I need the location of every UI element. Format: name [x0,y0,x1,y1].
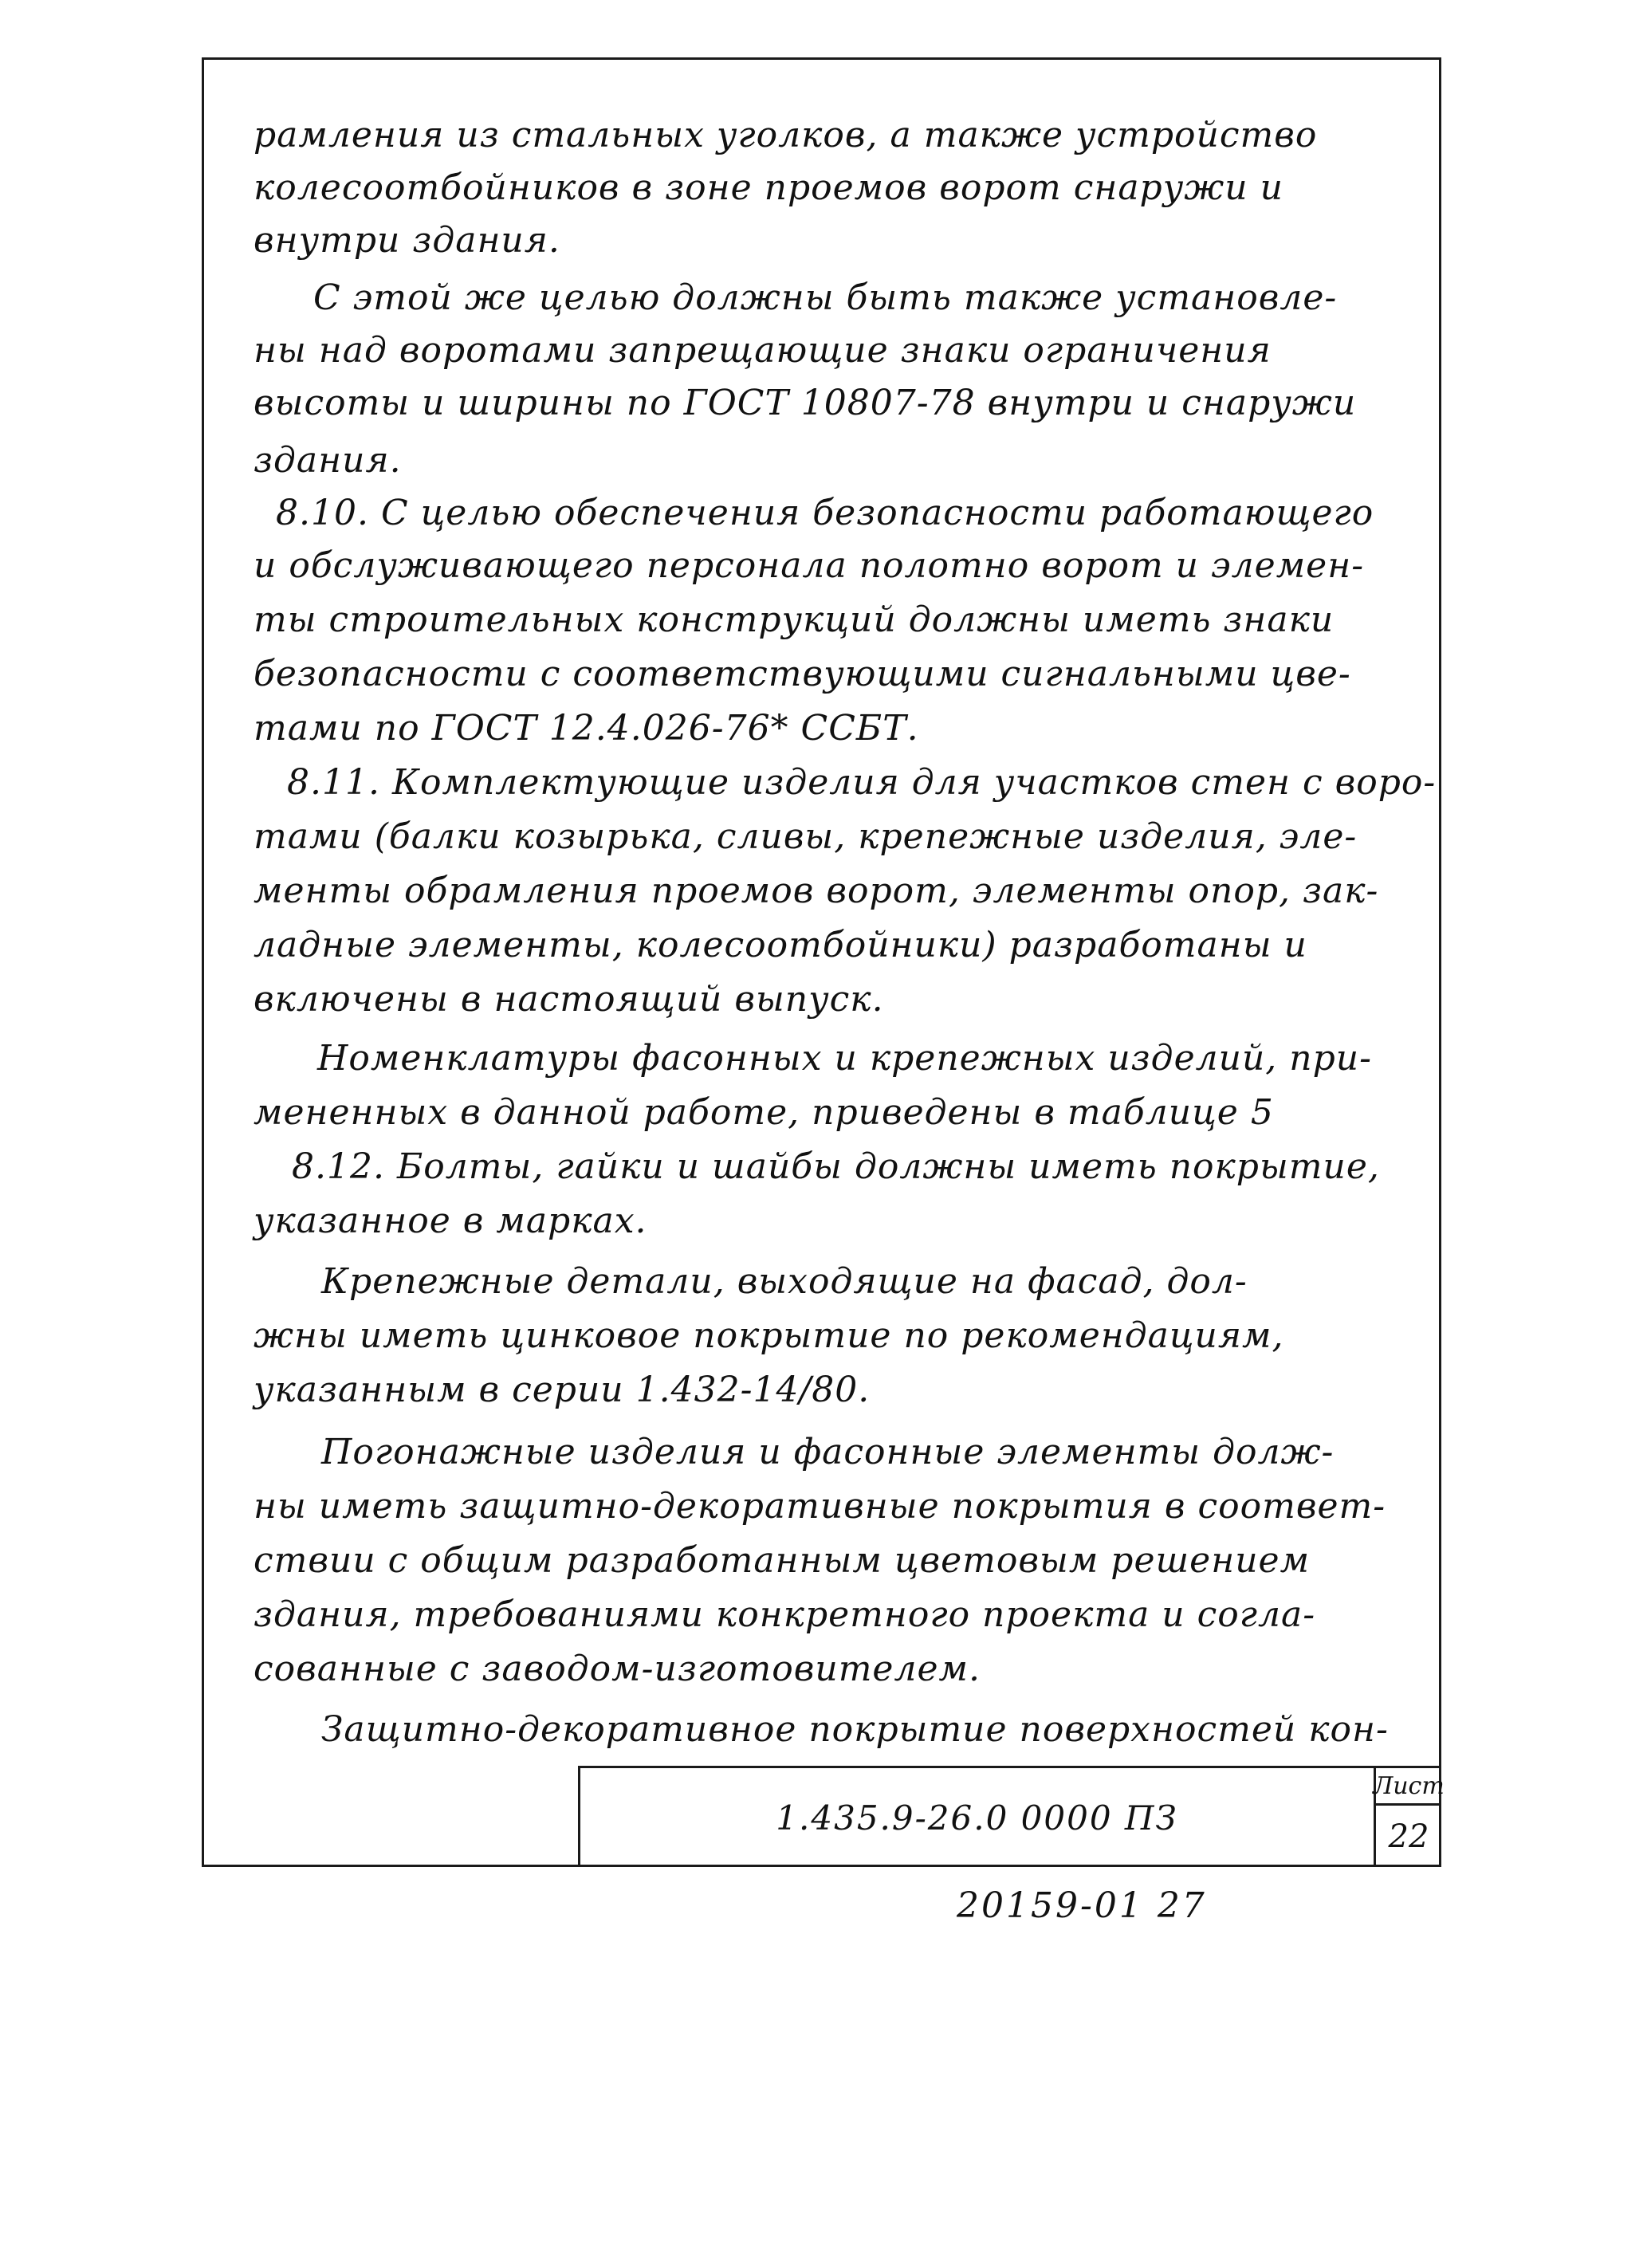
text-line: С этой же целью должны быть также установле- [313,277,1338,318]
text-line: тами (балки козырька, сливы, крепежные изделия, эле- [254,816,1358,857]
text-line: включены в настоящий выпуск. [254,979,884,1020]
sheet-cell [1373,1768,1445,1867]
document-code: 1.435.9-26.0 0000 ПЗ [776,1798,1178,1838]
text-line: Номенклатуры фасонных и крепежных изделий, при- [317,1038,1372,1079]
sheet-label: Лист [1376,1768,1441,1806]
text-line: 8.10. С целью обеспечения безопасности работающего [276,493,1374,533]
title-block [578,1766,1445,1867]
text-line: Крепежные детали, выходящие на фасад, дол- [321,1261,1248,1302]
text-line: ладные элементы, колесоотбойники) разработаны и [254,925,1307,965]
text-line: менты обрамления проемов ворот, элементы опор, зак- [254,871,1379,911]
text-line: указанное в марках. [254,1201,647,1241]
text-line: и обслуживающего персонала полотно ворот и элемен- [254,545,1365,586]
text-line: 8.12. Болты, гайки и шайбы должны иметь покрытие, [292,1146,1380,1187]
text-line: ствии с общим разработанным цветовым решением [254,1540,1311,1581]
text-line: рамления из стальных уголков, а также устройство [254,115,1318,155]
text-line: сованные с заводом-изготовителем. [254,1649,981,1689]
text-line: ны иметь защитно-декоративные покрытия в соответ- [254,1486,1386,1527]
text-line: Защитно-декоративное покрытие поверхностей кон- [321,1709,1389,1750]
text-line: тами по ГОСТ 12.4.026-76* ССБТ. [254,708,919,749]
text-line: безопасности с соответствующими сигнальными цве- [254,654,1351,694]
text-line: указанным в серии 1.432-14/80. [254,1370,871,1410]
text-line: мененных в данной работе, приведены в таблице 5 [254,1092,1274,1133]
text-line: жны иметь цинковое покрытие по рекомендациям, [254,1315,1284,1356]
text-line: Погонажные изделия и фасонные элементы долж- [321,1432,1335,1472]
text-line: 8.11. Комплектующие изделия для участков стен с воро- [287,762,1437,803]
text-line: высоты и ширины по ГОСТ 10807-78 внутри и снаружи [254,383,1357,423]
text-line: здания. [254,440,402,481]
sheet-number: 22 [1388,1818,1429,1855]
text-line: ты строительных конструкций должны иметь знаки [254,599,1335,640]
text-line: колесоотбойников в зоне проемов ворот снаружи и [254,167,1283,208]
text-line: внутри здания. [254,220,560,261]
text-line: здания, требованиями конкретного проекта и согла- [254,1594,1316,1635]
archive-code: 20159-01 27 [957,1885,1207,1926]
text-line: ны над воротами запрещающие знаки ограничения [254,330,1272,371]
